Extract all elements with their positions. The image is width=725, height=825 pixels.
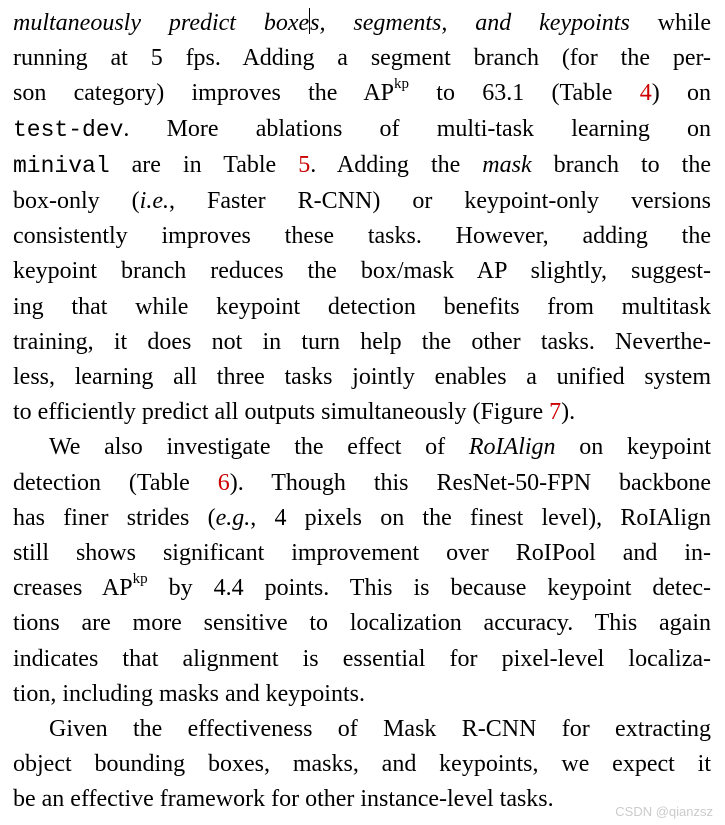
watermark: CSDN @qianzsz [615,804,713,819]
text-span: on keypoint [555,434,711,461]
text-span: We also investigate the effect of [49,434,469,461]
text-line [13,76,711,111]
reference-link[interactable]: 6 [217,469,230,496]
text-line [13,747,711,782]
text-line [13,712,711,747]
text-span: still shows significant improvement over RoIPool and in- [13,540,711,567]
paragraph [13,6,711,430]
text-span: box-only ( [13,188,140,215]
text-span: running at 5 fps. Adding a segment branch (for the per- [13,45,711,72]
text-line [13,536,711,571]
text-span: i.e. [139,188,169,215]
superscript: kp [394,76,410,93]
text-span: son category) improves the AP [13,80,395,107]
text-span: multaneously predict boxe [13,10,310,36]
superscript: kp [132,571,148,588]
text-span: ing that while keypoint detection benefits from multitask [13,293,711,320]
text-line [13,642,711,677]
text-span: detection (Table [13,469,218,496]
text-line [13,677,711,712]
text-span: mask [482,151,532,178]
text-line [13,6,711,41]
text-span: indicates that alignment is essential for pixel-level localiza- [13,645,711,672]
text-span: ) on [651,80,711,107]
text-span: , 4 pixels on the finest level), RoIAlign [250,504,711,531]
paper-page [13,6,711,818]
text-line [13,466,711,501]
reference-link[interactable]: 4 [639,80,652,107]
text-line [13,430,711,465]
text-line [13,184,711,219]
text-line [13,219,711,254]
text-line [13,325,711,360]
text-span: test-dev [13,116,124,143]
text-span: has finer strides ( [13,504,216,531]
text-span: are in Table [109,151,299,178]
text-span: s, segments, and keypoints [310,10,630,36]
text-line [13,360,711,395]
text-span: tions are more sensitive to localization accuracy. This again [13,610,711,637]
text-line [13,782,711,817]
text-span: creases AP [13,575,133,602]
text-line [13,148,711,184]
text-span: minival [13,152,110,179]
text-span: ). [561,399,576,426]
reference-link[interactable]: 7 [549,399,562,426]
text-line [13,290,711,325]
text-span: to efficiently predict all outputs simultaneously (Figure [13,399,550,426]
paragraph [13,430,711,712]
text-span: tion, including masks and keypoints. [13,680,365,707]
text-span: Given the effectiveness of Mask R-CNN for extracting [49,716,711,743]
text-line [13,112,711,148]
text-span: , Faster R-CNN) or keypoint-only versions [169,188,712,215]
text-span: keypoint branch reduces the box/mask AP slightly, suggest- [13,258,711,285]
text-line [13,395,711,430]
text-span: less, learning all three tasks jointly enables a unified system [13,364,711,391]
text-span: ). Though this ResNet-50-FPN backbone [229,469,711,496]
reference-link[interactable]: 5 [298,151,311,178]
text-span: to 63.1 (Table [409,80,640,107]
text-line [13,501,711,536]
text-span: object bounding boxes, masks, and keypoints, we expect it [13,751,711,778]
text-span: . Adding the [310,151,483,178]
text-span: RoIAlign [468,434,556,461]
text-line [13,254,711,289]
text-span: by 4.4 points. This is because keypoint detec- [147,575,711,602]
text-span: training, it does not in turn help the other tasks. Neverthe- [13,328,711,355]
text-span: . More ablations of multi-task learning on [123,115,711,142]
text-span: consistently improves these tasks. However, adding the [13,223,711,250]
paragraph [13,712,711,818]
text-span: branch to the [531,151,711,178]
text-line [13,606,711,641]
text-span: while [629,10,711,36]
text-span: e.g. [215,504,251,531]
text-span: be an effective framework for other instance-level tasks. [13,786,554,813]
text-line [13,41,711,76]
text-line [13,571,711,606]
